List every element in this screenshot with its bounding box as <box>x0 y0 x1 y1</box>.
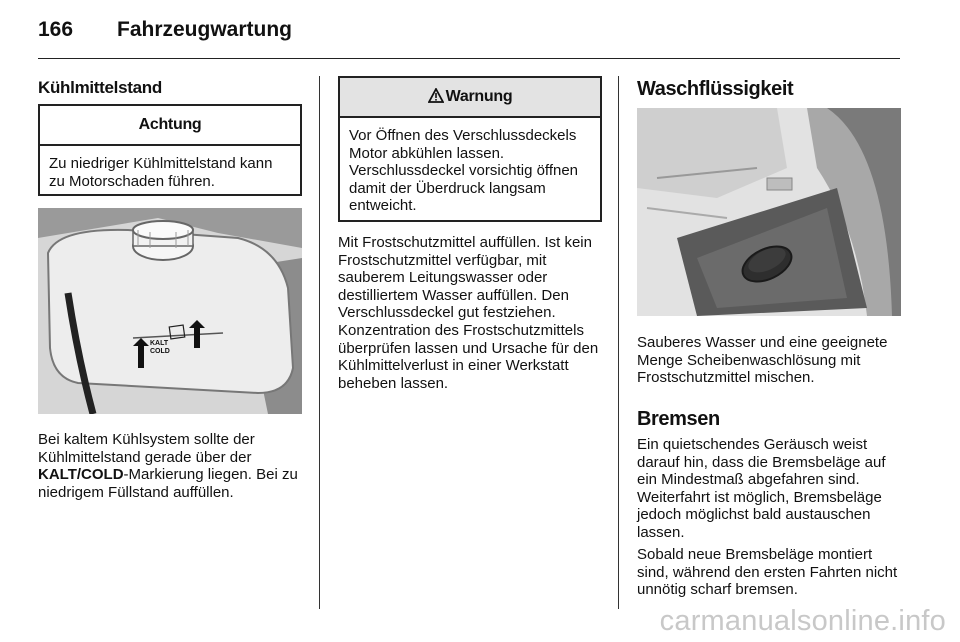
watermark: carmanualsonline.info <box>659 605 946 637</box>
caution-box <box>38 104 302 196</box>
section-heading-washer-fluid: Waschflüssigkeit <box>637 78 794 100</box>
section-heading-coolant: Kühlmittelstand <box>38 78 162 97</box>
coolant-text-before: Bei kaltem Kühlsystem sollte der Kühlmittelstand gerade über der <box>38 431 255 466</box>
column-divider-right <box>618 76 619 609</box>
header-rule <box>38 58 900 59</box>
page-number: 166 <box>38 18 74 41</box>
warning-title: Warnung <box>445 88 513 105</box>
brakes-paragraph-2: Sobald neue Bremsbeläge montiert sind, während den ersten Fahrten nicht unnötig scharf bremsen. <box>637 546 898 599</box>
cold-label: COLD <box>150 348 170 355</box>
coolant-text-after: -Markierung liegen. Bei zu niedrigem Füllstand auffüllen. <box>38 466 298 501</box>
caution-title: Achtung <box>40 106 300 146</box>
coolant-paragraph <box>38 431 306 501</box>
brakes-paragraph-1: Ein quietschendes Geräusch weist darauf hin, dass die Bremsbeläge auf ein Mindestmaß abgefahren sind. Weiterfahrt ist möglich, Bremsbeläge jedoch möglichst bald austauschen lassen. <box>637 436 886 541</box>
washer-reservoir-illustration <box>637 108 901 316</box>
page-title: Fahrzeugwartung <box>117 18 293 41</box>
washer-reservoir-photo <box>637 108 901 316</box>
caution-text: Zu niedriger Kühlmittelstand kann zu Motorschaden führen. <box>49 155 273 190</box>
coolant-reservoir-illustration <box>38 208 302 414</box>
warning-text: Vor Öffnen des Verschlussdeckels Motor abkühlen lassen. Verschlussdeckel vorsichtig öffnen damit der Überdruck langsam entweicht. <box>349 127 579 215</box>
kalt-cold-emphasis: KALT/COLD <box>38 466 124 484</box>
coolant-reservoir-photo <box>38 208 302 414</box>
section-heading-brakes: Bremsen <box>637 408 720 430</box>
antifreeze-paragraph: Mit Frostschutzmittel auffüllen. Ist kein Frostschutzmittel verfügbar, mit sauberem Leitungswasser oder destilliertem Wasser auffüllen. Den Verschlussdeckel gut festziehen. Konzentration des Frostschutzmittels überprüfen lassen und Ursache für den Kühlmittelverlust in einer Werkstatt beheben lassen. <box>338 234 599 392</box>
warning-box <box>338 76 602 222</box>
column-divider-left <box>319 76 320 609</box>
kalt-label: KALT <box>150 340 169 347</box>
washer-paragraph: Sauberes Wasser und eine geeignete Menge Scheibenwaschlösung mit Frostschutzmittel mischen. <box>637 334 888 387</box>
warning-triangle-icon <box>428 80 444 118</box>
warning-header <box>340 78 600 118</box>
